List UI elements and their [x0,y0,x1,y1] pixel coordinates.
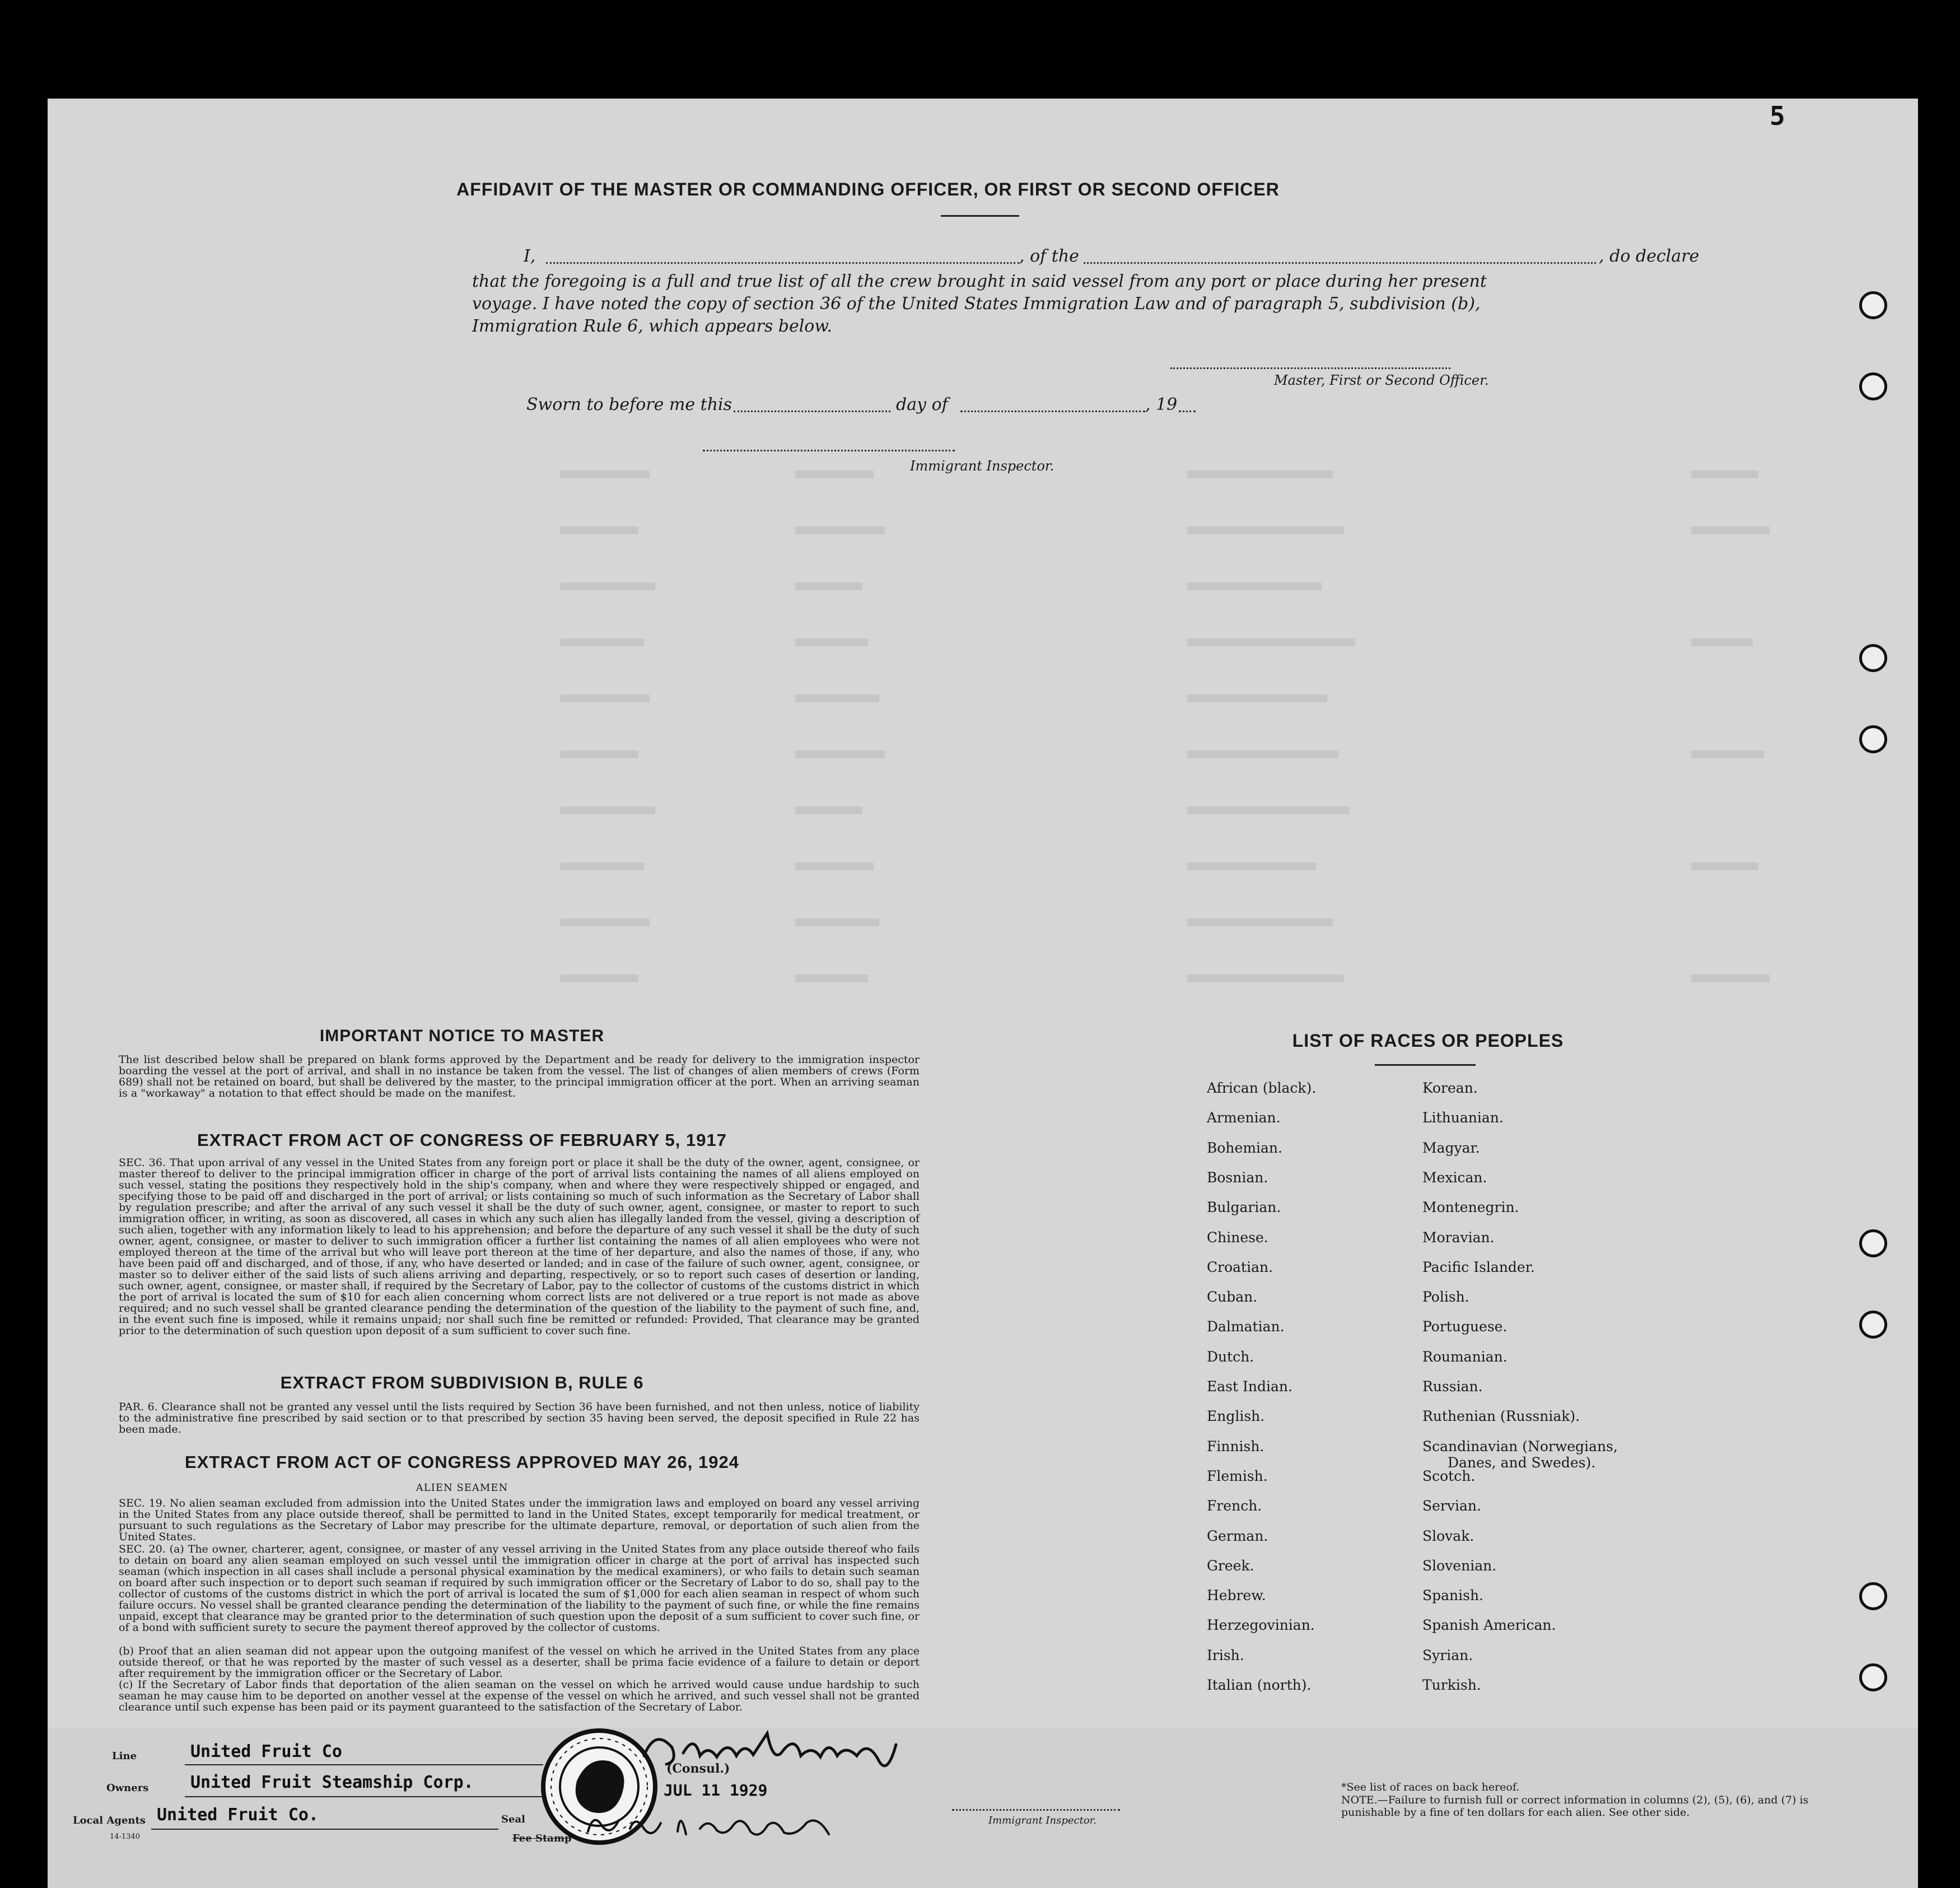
owners-label: Owners [106,1782,149,1794]
sec-20a-text: SEC. 20. (a) The owner, charterer, agent, consignee, or master of any vessel arriving in the United States from any place outside thereof who fails to detain on board any alien seaman employed on such vessel until the immigration officer in charge at the port of arrival has inspected such seaman (which inspection in all cases shall include a personal physical examination by the medical examiners), or who fails to detain such seaman on board after such inspection or to deport such seaman if required by such immigration officer or the Secretary of Labor to do so, shall pay to the collector of customs of the customs district in which the port of arrival is located the sum of $1,000 for each alien seaman in respect of whom such failure occurs. No vessel shall be granted clearance pending the determination of the liability to the payment of such fine, or while the fine remains unpaid, except that clearance may be granted prior to the determination of such question upon the deposit of a sum sufficient to cover such fine, or of a bond with sufficient surety to secure the payment thereof approved by the collector of customs. [119,1543,920,1634]
affidavit-line-3: voyage. I have noted the copy of section 36 of the United States Immigration Law and of paragraph 5, subdivision (b), [472,294,1481,314]
agents-value: United Fruit Co. [157,1805,319,1825]
affidavit-title: AFFIDAVIT OF THE MASTER OR COMMANDING OFFICER, OR FIRST OR SECOND OFFICER [456,179,1280,199]
race-item: Dutch. [1207,1349,1254,1365]
race-item: Russian. [1422,1378,1483,1395]
race-item: Bosnian. [1207,1169,1268,1186]
race-item: Flemish. [1207,1468,1268,1484]
extract-1917-text: SEC. 36. That upon arrival of any vessel in the United States from any foreign port or place it shall be the duty of the owner, agent, consignee, or master thereof to deliver to the principal immigration officer in charge of the port of arrival lists containing the names of all aliens employed on such vessel, stating the positions they respectively hold in the ship's company, when and where they were respectively shipped or engaged, and specifying those to be paid off and discharged in the port of arrival; or lists containing so much of such information as the Secretary of Labor shall by regulation prescribe; and after the arrival of any such vessel it shall be the duty of such owner, agent, consignee, or master to report to such immigration officer, in writing, as soon as discovered, all cases in which any such alien has illegally landed from the vessel, giving a description of such alien, together with any information likely to lead to his apprehension; and before the departure of any such vessel it shall be the duty of such owner, agent, consignee, or master to deliver to such immigration officer a further list containing the names of all alien employees who were not employed thereon at the time of the arrival but who will leave port thereon at the time of her departure, and also the names of those, if any, who have been paid off and discharged, and of those, if any, who have deserted or landed; and in case of the failure of such owner, agent, consignee, or master so to deliver either of the said lists of such aliens arriving and departing, respectively, or so to report such cases of desertion or landing, such owner, agent, consignee, or master shall, if required by the Secretary of Labor, pay to the collector of customs of the customs district in which the port of arrival is located the sum of $10 for each alien concerning whom correct lists are not delivered or a true report is not made as above required; and no such vessel shall be granted clearance pending the determination of the question of the liability to the payment of such fine, and, in the event such fine is imposed, while it remains unpaid; nor shall such fine be remitted or refunded: Provided, That clearance may be granted prior to the determination of such question upon deposit of a sum sufficient to cover such fine. [119,1157,920,1337]
inspector-label: Immigrant Inspector. [910,458,1054,474]
race-item: Montenegrin. [1422,1199,1519,1215]
punch-hole-icon [1859,1582,1887,1610]
owners-rule [185,1796,543,1797]
affidavit-i: I, [524,246,536,266]
race-item: Greek. [1207,1558,1254,1574]
line-label: Line [112,1750,137,1762]
line-rule [185,1764,543,1765]
race-item: Polish. [1422,1289,1469,1305]
punch-hole-icon [1859,1663,1887,1691]
race-item: Pacific Islander. [1422,1259,1535,1275]
race-item: Spanish American. [1422,1617,1556,1633]
owners-value: United Fruit Steamship Corp. [190,1773,474,1792]
punch-hole-icon [1859,644,1887,672]
form-number: 14-1340 [110,1833,141,1841]
races-title: LIST OF RACES OR PEOPLES [1292,1031,1564,1051]
agents-label: Local Agents [73,1815,146,1826]
race-item: Scandinavian (Norwegians, [1422,1438,1618,1455]
footer-inspector-label: Immigrant Inspector. [988,1815,1097,1826]
handwritten-note [582,1803,846,1848]
race-item: Servian. [1422,1498,1481,1514]
race-item: Roumanian. [1422,1349,1508,1365]
race-item: East Indian. [1207,1378,1292,1395]
race-item: Herzegovinian. [1207,1617,1315,1633]
race-item: Spanish. [1422,1587,1484,1603]
bleed-through-marks [459,465,1803,1025]
race-item: Slovak. [1422,1528,1474,1544]
race-item: Croatian. [1207,1259,1273,1275]
sworn-year: , 19 [1145,395,1178,414]
race-item: Slovenian. [1422,1558,1497,1574]
seal-label: Seal [501,1814,525,1825]
consul-label: (Consul.) [666,1761,730,1776]
race-item: Bohemian. [1207,1140,1282,1156]
race-item: Cuban. [1207,1289,1258,1305]
sec-20b-text: (b) Proof that an alien seaman did not appear upon the outgoing manifest of the vessel on which he arrived in the United States from any place outside thereof, or that he was reported by the master of such vessel as a deserter, shall be prima facie evidence of a failure to detain or deport after requirement by the immigration officer or the Secretary of Labor. [119,1645,920,1680]
race-item: Bulgarian. [1207,1199,1281,1215]
race-item: Italian (north). [1207,1677,1312,1693]
affidavit-declare: , do declare [1599,246,1700,266]
race-item: English. [1207,1408,1265,1424]
affidavit-of-the: , of the [1019,246,1079,266]
penalty-note: NOTE.—Failure to furnish full or correct information in columns (2), (5), (6), and (7) is punishable by a fine of ten dollars for each alien. See other side. [1341,1794,1809,1819]
races-footnote: *See list of races on back hereof. [1341,1781,1520,1793]
punch-hole-icon [1859,1311,1887,1339]
sec-19-text: SEC. 19. No alien seaman excluded from admission into the United States under the immigration laws and employed on board any vessel arriving in the United States from any place outside thereof, shall be permitted to land in the United States, except temporarily for medical treatment, or pursuant to such regulations as the Secretary of Labor may prescribe for the ultimate departure, removal, or deportation of such alien from the United States. [119,1497,920,1543]
master-signature-label: Master, First or Second Officer. [1274,372,1489,388]
race-item: Korean. [1422,1080,1478,1096]
fee-stamp-label: Fee Stamp [512,1833,572,1844]
title-rule [941,215,1019,217]
race-item: Mexican. [1422,1169,1487,1186]
race-item: Finnish. [1207,1438,1264,1455]
vessel-blank [1084,262,1596,264]
race-item: Hebrew. [1207,1587,1266,1603]
race-item: Dalmatian. [1207,1318,1285,1335]
punch-hole-icon [1859,372,1887,400]
affidavit-line-2: that the foregoing is a full and true list of all the crew brought in said vessel from any port or place during her present [472,272,1487,291]
race-item: African (black). [1207,1080,1317,1096]
race-item: Magyar. [1422,1140,1480,1156]
race-item: Chinese. [1207,1229,1268,1246]
master-signature-blank [1170,367,1450,369]
race-item: Portuguese. [1422,1318,1508,1335]
races-rule [1375,1064,1476,1066]
line-value: United Fruit Co [190,1742,342,1761]
alien-seamen-subtitle: ALIEN SEAMEN [416,1482,508,1494]
affidavit-line-4: Immigration Rule 6, which appears below. [472,316,833,336]
race-item: German. [1207,1528,1268,1544]
corner-mark: 5 [1770,101,1785,131]
sworn-label: Sworn to before me this [526,395,732,414]
race-item: Syrian. [1422,1647,1473,1663]
date-stamp: JUL 11 1929 [664,1781,768,1800]
bleed-through-texture [459,465,1803,1025]
race-item: Lithuanian. [1422,1110,1504,1126]
punch-hole-icon [1859,725,1887,753]
sworn-year-blank [1179,411,1196,412]
race-item: Scotch. [1422,1468,1476,1484]
notice-text: The list described below shall be prepared on blank forms approved by the Department and be ready for delivery to the immigration inspector boarding the vessel at the port of arrival, and shall in no instance be taken from the vessel. The list of changes of alien members of crews (Form 689) shall not be retained on board, but shall be delivered by the master, to the principal immigration officer at the port. When an arriving seaman is a "workaway" a notation to that effect should be made on the manifest. [119,1053,920,1099]
sworn-month-blank [960,411,1145,412]
race-item: Armenian. [1207,1110,1281,1126]
race-item: Irish. [1207,1647,1244,1663]
agents-rule [151,1829,498,1830]
extract-rule6-text: PAR. 6. Clearance shall not be granted any vessel until the lists required by Section 36 have been furnished, and not then unless, notice of liability to the administrative fine prescribed by said section or to that prescribed by section 35 having been served, the deposit specified in Rule 22 has been made. [119,1401,920,1435]
race-item: Moravian. [1422,1229,1495,1246]
punch-hole-icon [1859,1229,1887,1257]
name-blank [546,262,1019,264]
extract-1924-title: EXTRACT FROM ACT OF CONGRESS APPROVED MAY 26, 1924 [185,1452,739,1472]
footer-inspector-blank [952,1809,1120,1811]
notice-title: IMPORTANT NOTICE TO MASTER [319,1027,605,1045]
extract-1917-title: EXTRACT FROM ACT OF CONGRESS OF FEBRUARY 5, 1917 [197,1130,727,1150]
sec-20c-text: (c) If the Secretary of Labor finds that deportation of the alien seaman on the vessel on which he arrived would cause undue hardship to such seaman he may cause him to be deported on another vessel at the expense of the vessel on which he arrived, and such vessel shall not be granted clearance until such expense has been paid or its payment guaranteed to the satisfaction of the Secretary of Labor. [119,1679,920,1713]
race-item: Turkish. [1422,1677,1481,1693]
extract-rule6-title: EXTRACT FROM SUBDIVISION B, RULE 6 [280,1373,644,1392]
inspector-signature-blank [703,450,955,451]
punch-hole-icon [1859,291,1887,319]
race-item: Ruthenian (Russniak). [1422,1408,1580,1424]
sworn-day-blank [734,411,890,412]
race-item: Danes, and Swedes). [1448,1455,1596,1471]
sworn-day-of: day of [896,395,948,414]
race-item: French. [1207,1498,1262,1514]
